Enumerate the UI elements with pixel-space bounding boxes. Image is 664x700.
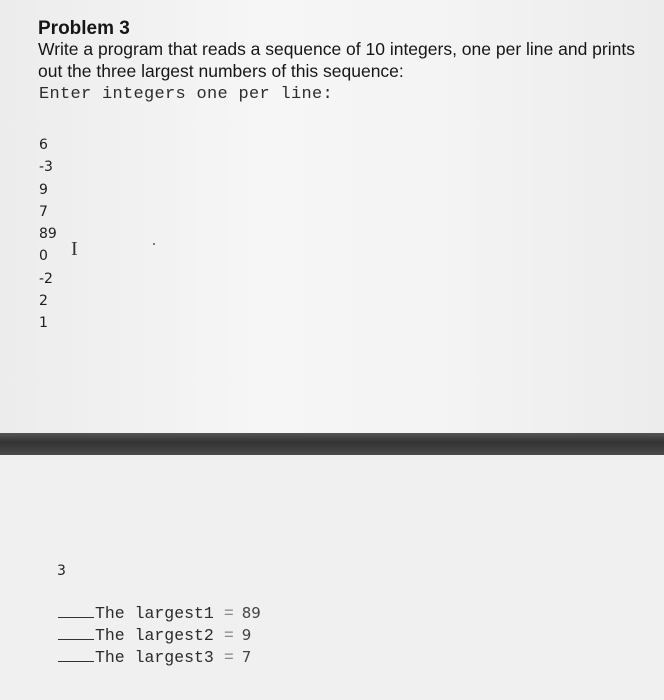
answer-number: 3 [57, 563, 66, 579]
text-cursor-icon: I [71, 238, 78, 260]
input-number: 9 [39, 181, 48, 198]
result-label: The largest1 [95, 604, 214, 623]
input-number: -2 [39, 270, 53, 287]
result-value: 9 [241, 626, 252, 644]
result-label: The largest3 [95, 648, 214, 667]
problem-title: Problem 3 [38, 18, 130, 39]
input-number: 1 [39, 315, 48, 332]
stray-dot [153, 243, 155, 245]
answer-page [0, 455, 664, 700]
problem-description: Write a program that reads a sequence of 10 integers, one per line and prints out the three largest numbers of this sequence: [38, 39, 635, 81]
result-value: 7 [241, 648, 252, 666]
input-number-list [39, 134, 57, 335]
input-number: 89 [39, 226, 57, 243]
equals-sign: = [223, 626, 234, 645]
input-prompt: Enter integers one per line: [39, 85, 334, 104]
blank-line [58, 603, 94, 618]
input-number: 0 [39, 248, 48, 265]
result-value: 89 [241, 604, 261, 622]
input-number: -3 [39, 159, 53, 176]
result-row [58, 624, 261, 646]
equals-sign: = [223, 604, 234, 623]
input-number: 7 [39, 203, 48, 220]
results-list [58, 602, 261, 668]
equals-sign: = [223, 648, 234, 667]
result-row [58, 646, 261, 668]
blank-line [58, 647, 94, 662]
result-label: The largest2 [95, 626, 214, 645]
blank-line [58, 625, 94, 640]
input-number: 2 [39, 293, 48, 310]
result-row [58, 602, 261, 624]
input-number: 6 [39, 137, 48, 153]
page-divider [0, 433, 664, 455]
